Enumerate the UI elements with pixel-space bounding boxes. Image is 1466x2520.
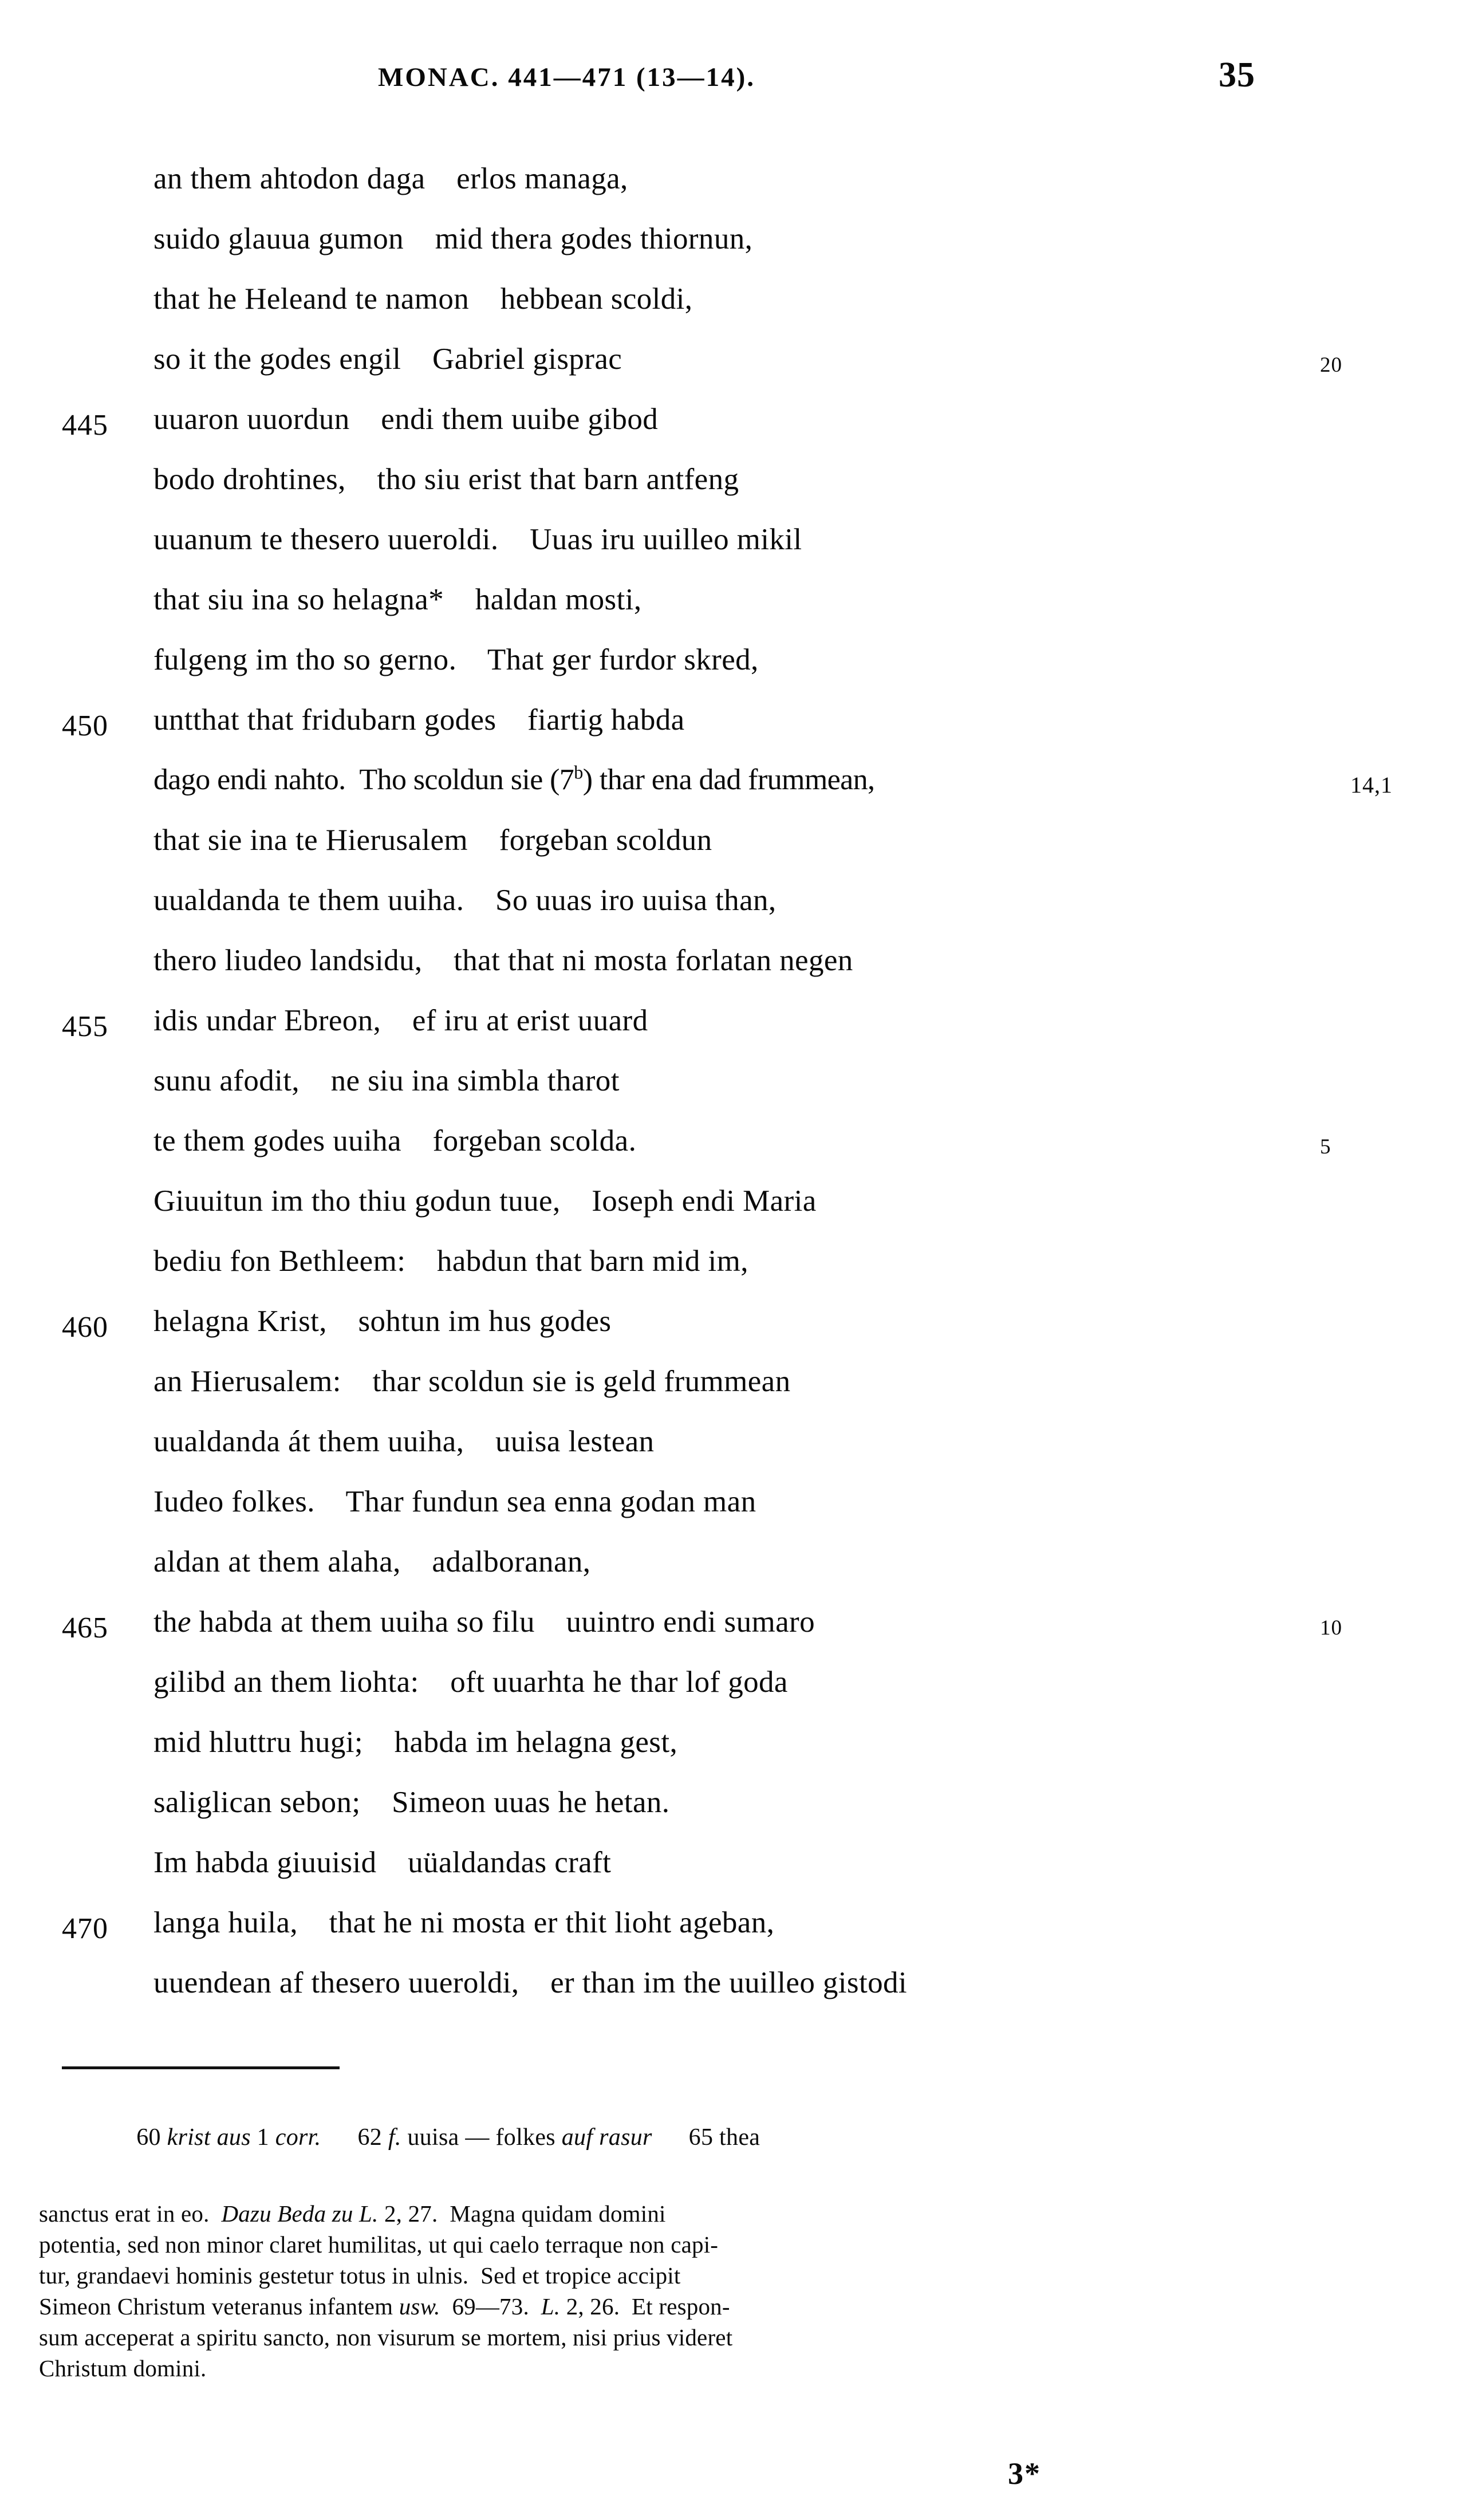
verse-line (0, 945, 1466, 1005)
apparatus-seg2-plain: uuisa — folkes (401, 2124, 562, 2151)
verse-line (0, 1246, 1466, 1306)
verse-line (0, 704, 1466, 765)
verse-line-text: that siu ina so helagna* haldan mosti, (153, 583, 642, 616)
verse-line-text: langa huila, that he ni mosta er thit lioht ageban, (153, 1906, 775, 1939)
apparatus-rule (62, 2066, 340, 2069)
commentary-line-3: tur, grandaevi hominis gestetur totus in ulnis. Sed et tropice accipit (39, 2262, 681, 2289)
verse-line (0, 644, 1466, 704)
marginal-line-number: 10 (1320, 1616, 1342, 1640)
apparatus-seg1-italic-a: krist aus (167, 2124, 251, 2151)
verse-line (0, 1306, 1466, 1366)
commentary-line-6: Christum domini. (39, 2355, 207, 2381)
verse-line-text: uuendean af thesero uueroldi, er than im the uuilleo gistodi (153, 1966, 907, 1999)
verse-line (0, 1727, 1466, 1787)
commentary-line1-a: sanctus erat in eo. (39, 2200, 222, 2227)
verse-line-number: 470 (62, 1912, 108, 1945)
verse-line (0, 223, 1466, 284)
verse-line (0, 1186, 1466, 1246)
verse-line-text: te them godes uuiha forgeban scolda. (153, 1124, 637, 1157)
verse-line-text (153, 762, 875, 796)
verse-text-part: th (153, 1605, 178, 1639)
verse-line (0, 584, 1466, 644)
verse-line-text: uualdanda te them uuiha. So uuas iro uuisa than, (153, 884, 777, 917)
running-head-title: MONAC. 441—471 (13—14). (378, 62, 756, 92)
commentary-line-4 (39, 2291, 1373, 2322)
commentary-line4-italic-a: usw. (399, 2293, 440, 2320)
verse-line (0, 163, 1466, 223)
commentary-line-1 (39, 2198, 1373, 2229)
verse-text-part: dago endi nahto. Tho scoldun sie (7 (153, 763, 574, 796)
verse-line (0, 1486, 1466, 1546)
verse-line-text: so it the godes engil Gabriel gisprac (153, 342, 622, 376)
verse-line (0, 404, 1466, 464)
verse-line-text: an Hierusalem: thar scoldun sie is geld frummean (153, 1365, 791, 1398)
commentary-line4-b: 69—73. (440, 2293, 541, 2320)
verse-line (0, 762, 1466, 825)
verse-line (0, 885, 1466, 945)
verse-block (0, 163, 1466, 2027)
verse-line-text: Im habda giuuisid uüaldandas craft (153, 1846, 612, 1879)
verse-line-text: fulgeng im tho so gerno. That ger furdor skred, (153, 643, 759, 676)
verse-line-text: sunu afodit, ne siu ina simbla tharot (153, 1064, 620, 1097)
apparatus-seg2-italic-b: auf rasur (561, 2124, 652, 2151)
verse-line-text: uuanum te thesero uueroldi. Uuas iru uuilleo mikil (153, 523, 802, 556)
running-head (0, 56, 1466, 102)
verse-line-number: 445 (62, 409, 108, 442)
commentary-line-5: sum acceperat a spiritu sancto, non visurum se mortem, nisi prius videret (39, 2324, 733, 2350)
apparatus-seg2-italic-a: f. (388, 2124, 401, 2151)
verse-line (0, 1606, 1466, 1667)
verse-line-text: helagna Krist, sohtun im hus godes (153, 1305, 612, 1338)
verse-line-text: that he Heleand te namon hebbean scoldi, (153, 282, 693, 316)
verse-line-number: 460 (62, 1311, 108, 1344)
apparatus-seg1-num: 60 (136, 2124, 161, 2151)
verse-line (0, 1065, 1466, 1125)
verse-line-text: Giuuitun im tho thiu godun tuue, Ioseph endi Maria (153, 1184, 817, 1218)
verse-line-text: idis undar Ebreon, ef iru at erist uuard (153, 1004, 648, 1037)
commentary-line4-c: 2, 26. Et respon- (560, 2293, 730, 2320)
verse-line (0, 1907, 1466, 1967)
folio-superscript: b (574, 762, 583, 783)
verse-line (0, 464, 1466, 524)
verse-line (0, 1787, 1466, 1847)
verse-line-number: 455 (62, 1010, 108, 1043)
apparatus-seg2-num: 62 (357, 2124, 383, 2151)
verse-line-text: saliglican sebon; Simeon uuas he hetan. (153, 1786, 670, 1819)
commentary-line1-b: 2, 27. Magna quidam domini (378, 2200, 666, 2227)
verse-line (0, 344, 1466, 404)
verse-line (0, 1366, 1466, 1426)
verse-line-number: 465 (62, 1612, 108, 1644)
verse-line-text: untthat that fridubarn godes fiartig habda (153, 703, 685, 737)
verse-line (0, 1426, 1466, 1486)
commentary-line-2: potentia, sed non minor claret humilitas, ut qui caelo terraque non capi- (39, 2231, 719, 2258)
verse-line (0, 1125, 1466, 1186)
verse-line (0, 1005, 1466, 1065)
verse-line (0, 284, 1466, 344)
verse-line-text: Iudeo folkes. Thar fundun sea enna godan man (153, 1485, 756, 1518)
apparatus-criticus (112, 2096, 1372, 2179)
verse-line-text: that sie ina te Hierusalem forgeban scoldun (153, 824, 712, 857)
verse-text-part: habda at them uuiha so filu uuintro endi sumaro (191, 1605, 815, 1639)
commentary-line4-a: Simeon Christum veteranus infantem (39, 2293, 399, 2320)
marginal-line-number: 20 (1320, 353, 1342, 377)
apparatus-seg3: 65 thea (688, 2124, 760, 2151)
verse-line (0, 825, 1466, 885)
verse-line-text: an them ahtodon daga erlos managa, (153, 162, 628, 195)
commentary-line1-italic: Dazu Beda zu L. (221, 2200, 379, 2227)
verse-line-text: uualdanda át them uuiha, uuisa lestean (153, 1425, 655, 1458)
marginal-line-number: 5 (1320, 1135, 1331, 1159)
commentary-line4-italic-b: L. (541, 2293, 561, 2320)
verse-line-text: thero liudeo landsidu, that that ni mosta forlatan negen (153, 944, 853, 977)
verse-line-text: mid hluttru hugi; habda im helagna gest, (153, 1726, 678, 1759)
chapter-reference: 14,1 (1350, 772, 1393, 798)
verse-line-text: suido glauua gumon mid thera godes thiornun, (153, 222, 753, 255)
verse-line (0, 1667, 1466, 1727)
verse-line-text: bediu fon Bethleem: habdun that barn mid im, (153, 1245, 748, 1278)
verse-line (0, 1967, 1466, 2027)
verse-line (0, 1546, 1466, 1606)
verse-line-text: uuaron uuordun endi them uuibe gibod (153, 403, 659, 436)
verse-text-part: ) thar ena dad frummean, (582, 763, 875, 796)
verse-line (0, 1847, 1466, 1907)
emended-letter: e (178, 1605, 191, 1639)
verse-line-text: bodo drohtines, tho siu erist that barn antfeng (153, 463, 739, 496)
signature-mark: 3* (1008, 2456, 1041, 2491)
latin-commentary (39, 2198, 1373, 2384)
page-number: 35 (1219, 56, 1255, 94)
verse-line (0, 524, 1466, 584)
verse-line-text (153, 1606, 815, 1639)
verse-line-text: aldan at them alaha, adalboranan, (153, 1545, 591, 1578)
verse-line-number: 450 (62, 710, 108, 742)
apparatus-seg1-plain: 1 (250, 2124, 275, 2151)
apparatus-seg1-italic-b: corr. (275, 2124, 321, 2151)
verse-line-text: gilibd an them liohta: oft uuarhta he thar lof goda (153, 1665, 788, 1699)
